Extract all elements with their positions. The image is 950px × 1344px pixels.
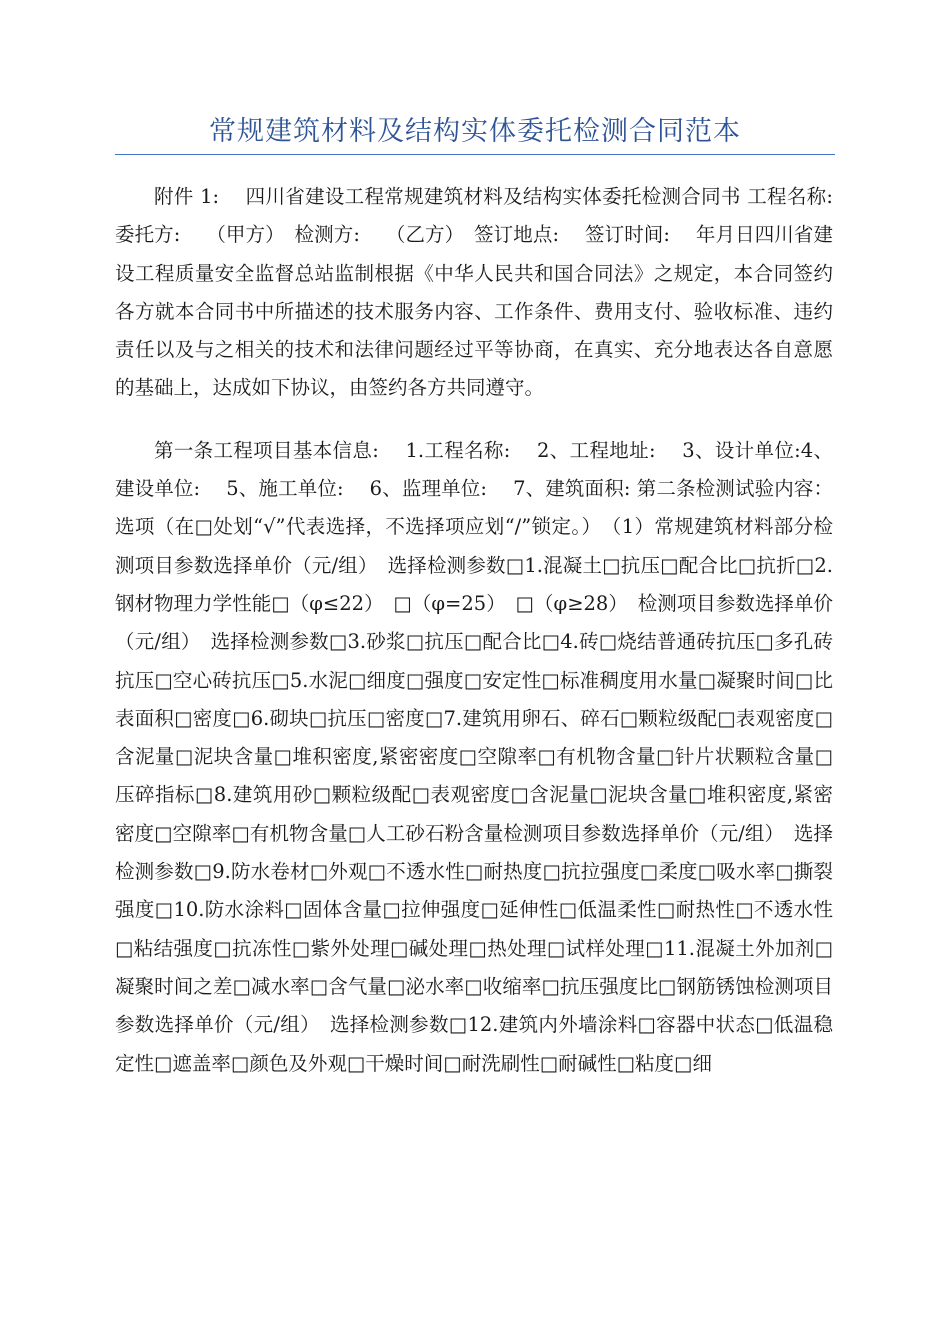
document-body [115, 178, 859, 1083]
document-title: 常规建筑材料及结构实体委托检测合同范本 [209, 116, 741, 147]
title-underline [115, 154, 835, 155]
paragraph-project-info-and-test-items: 第一条工程项目基本信息: 1.工程名称: 2、工程地址: 3、设计单位:4、建设单位: 5、施工单位: 6、监理单位: 7、建筑面积: 第二条检测试验内容：选项（在□处划“√”代表选择，不选择项应划“/”锁定。） （1）常规建筑材料部分检测项目参数选择单价（元/组） 选择检测参数□1.混凝土□抗压□配合比□抗折□2.钢材物理力学性能□（φ≤22） □（φ=25） □（φ≥28） 检测项目参数选择单价（元/组） 选择检测参数□3.砂浆□抗压□配合比□4.砖□烧结普通砖抗压□多孔砖抗压□空心砖抗压□5.水泥□细度□强度□安定性□标准稠度用水量□凝聚时间□比表面积□密度□6.砌块□抗压□密度□7.建筑用卵石、碎石□颗粒级配□表观密度□含泥量□泥块含量□堆积密度,紧密密度□空隙率□有机物含量□针片状颗粒含量□压碎指标□8.建筑用砂□颗粒级配□表观密度□含泥量□泥块含量□堆积密度,紧密密度□空隙率□有机物含量□人工砂石粉含量检测项目参数选择单价（元/组） 选择检测参数□9.防水卷材□外观□不透水性□耐热度□抗拉强度□柔度□吸水率□撕裂强度□10.防水涂料□固体含量□拉伸强度□延伸性□低温柔性□耐热性□不透水性□粘结强度□抗冻性□紫外处理□碱处理□热处理□试样处理□11.混凝土外加剂□凝聚时间之差□减水率□含气量□泌水率□收缩率□抗压强度比□钢筋锈蚀检测项目参数选择单价（元/组） 选择检测参数□12.建筑内外墙涂料□容器中状态□低温稳定性□遮盖率□颜色及外观□干燥时间□耐洗刷性□耐碱性□粘度□细 [115, 438, 833, 1075]
paragraph-contract-intro: 附件 1: 四川省建设工程常规建筑材料及结构实体委托检测合同书 工程名称: 委托方: （甲方） 检测方: （乙方） 签订地点: 签订时间: 年月日四川省建设工程质量安全监督总站监制根据《中华人民共和国合同法》之规定，本合同签约各方就本合同书中所描述的技术服务内容、工作条件、费用支付、验收标准、违约责任以及与之相关的技术和法律问题经过平等协商，在真实、充分地表达各自意愿的基础上，达成如下协议，由签约各方共同遵守。 [115, 185, 859, 400]
